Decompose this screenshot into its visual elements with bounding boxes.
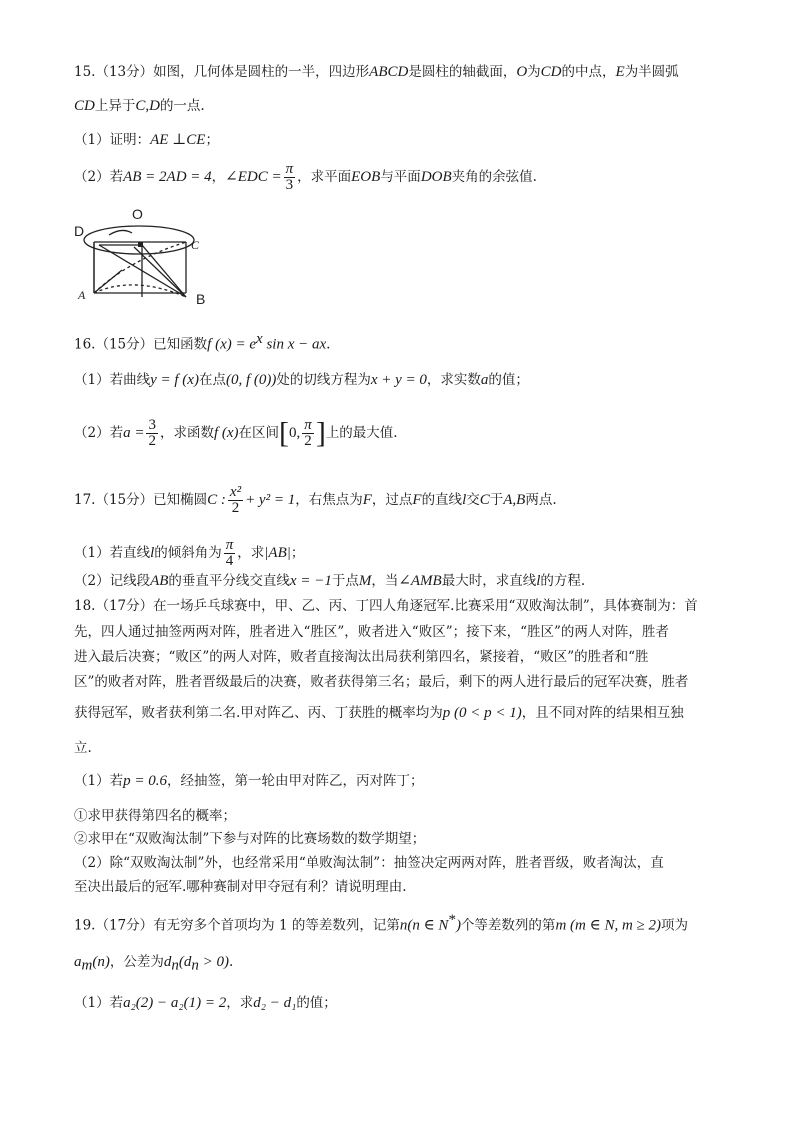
q18-line3: 进入最后决赛；“败区”的两人对阵，败者直接淘汰出局获利第四名，紧接着，“败区”的胜者和“胜 [74, 649, 649, 665]
fraction-pi-4: $\frac{\pi}{4}$ [225, 537, 234, 569]
q16-line1: 16.（15分）已知函数f $(x) = e^x$ sin x − ax. [74, 331, 331, 353]
q18-line5: 获得冠军，败者获利第二名.甲对阵乙、丙、丁获胜的概率均为p (0 < p < 1)，且不同对阵的结果相互独 [74, 705, 684, 721]
q18-sub2: ②求甲在“双败淘汰制”下参与对阵的比赛场数的数学期望； [74, 831, 426, 847]
q16-part2: （2）若a = $\frac{3}{2}$ ，求函数f (x)在区间[0, $\frac{\pi}{2}$ ]上的最大值. [74, 416, 398, 450]
q18-part2-line1: （2）除“双败淘汰制”外，也经常采用“单败淘汰制”：抽签决定两两对阵，胜者晋级，败者淘汰，直 [74, 855, 664, 871]
fraction-pi-2: $\frac{\pi}{2}$ [304, 417, 312, 449]
q18-sub1: ①求甲获得第四名的概率； [74, 808, 236, 824]
q18-line1: 18.（17分）在一场乒乓球赛中，甲、乙、丙、丁四人角逐冠军.比赛采用“双败淘汰制”，具体赛制为：首 [74, 598, 698, 614]
q15-part2: （2）若AB = 2AD = 4，∠EDC = $\frac{\pi}{3}$ ，求平面EOB与平面DOB夹角的余弦值. [74, 161, 537, 193]
label-c: C [191, 238, 200, 252]
q17-part2: （2）记线段AB的垂直平分线交直线x = −1于点M，当∠AMB最大时，求直线l的方程. [74, 573, 586, 589]
fraction-pi-3: $\frac{\pi}{3}$ [285, 161, 294, 193]
half-cylinder-figure [74, 205, 224, 310]
label-b: B [196, 291, 206, 307]
q18-line6: 立. [74, 740, 92, 756]
label-d: D [74, 223, 85, 239]
label-a: A [78, 288, 86, 302]
q16-part1: （1）若曲线y = f (x)在点(0, f (0))处的切线方程为x + y = 0，求实数a的值； [74, 372, 529, 388]
q15-line2: CD上异于C,D的一点. [74, 98, 205, 114]
q18-part1: （1）若p = 0.6，经抽签，第一轮由甲对阵乙，丙对阵丁； [74, 773, 424, 789]
fraction-3-2: $\frac{3}{2}$ [148, 417, 156, 449]
q19-line1: 19.（17分）有无穷多个首项均为 1 的等差数列，记第n(n ∈ N*)个等差数列的第m (m ∈ N, m ≥ 2)项为 [74, 912, 689, 934]
q15-part1: （1）证明：AE ⊥CE； [74, 132, 219, 148]
fraction-x2-2: $\frac{\text{x²}}{2}$ [229, 484, 242, 516]
q15-line1: 15.（13分）如图，几何体是圆柱的一半，四边形ABCD是圆柱的轴截面，O为CD的中点，E为半圆弧 [74, 64, 679, 80]
q17-part1: （1）若直线l的倾斜角为 $\frac{\pi}{4}$ ，求|AB|； [74, 537, 305, 569]
q19-part1: （1）若a₂(2) − a₂(1) = 2，求d₂ − d₁的值； [74, 995, 337, 1011]
q18-part2-line2: 至决出最后的冠军.哪种赛制对甲夺冠有利？请说明理由. [74, 879, 407, 895]
q19-line2: $a_m(n)$，公差为$d_n(d_n > 0)$. [74, 954, 234, 974]
label-o: O [132, 206, 143, 222]
q18-line4: 区”的败者对阵，胜者晋级最后的决赛，败者获得第三名；最后，剩下的两人进行最后的冠军决赛，胜者 [74, 674, 689, 690]
q17-line1: 17.（15分）已知椭圆C : $\frac{\text{x²}}{2}$ + y² = 1，右焦点为F，过点F的直线l交C于A,B两点. [74, 484, 557, 516]
q18-line2: 先，四人通过抽签两两对阵，胜者进入“胜区”，败者进入“败区”；接下来，“胜区”的两人对阵，胜者 [74, 624, 669, 640]
